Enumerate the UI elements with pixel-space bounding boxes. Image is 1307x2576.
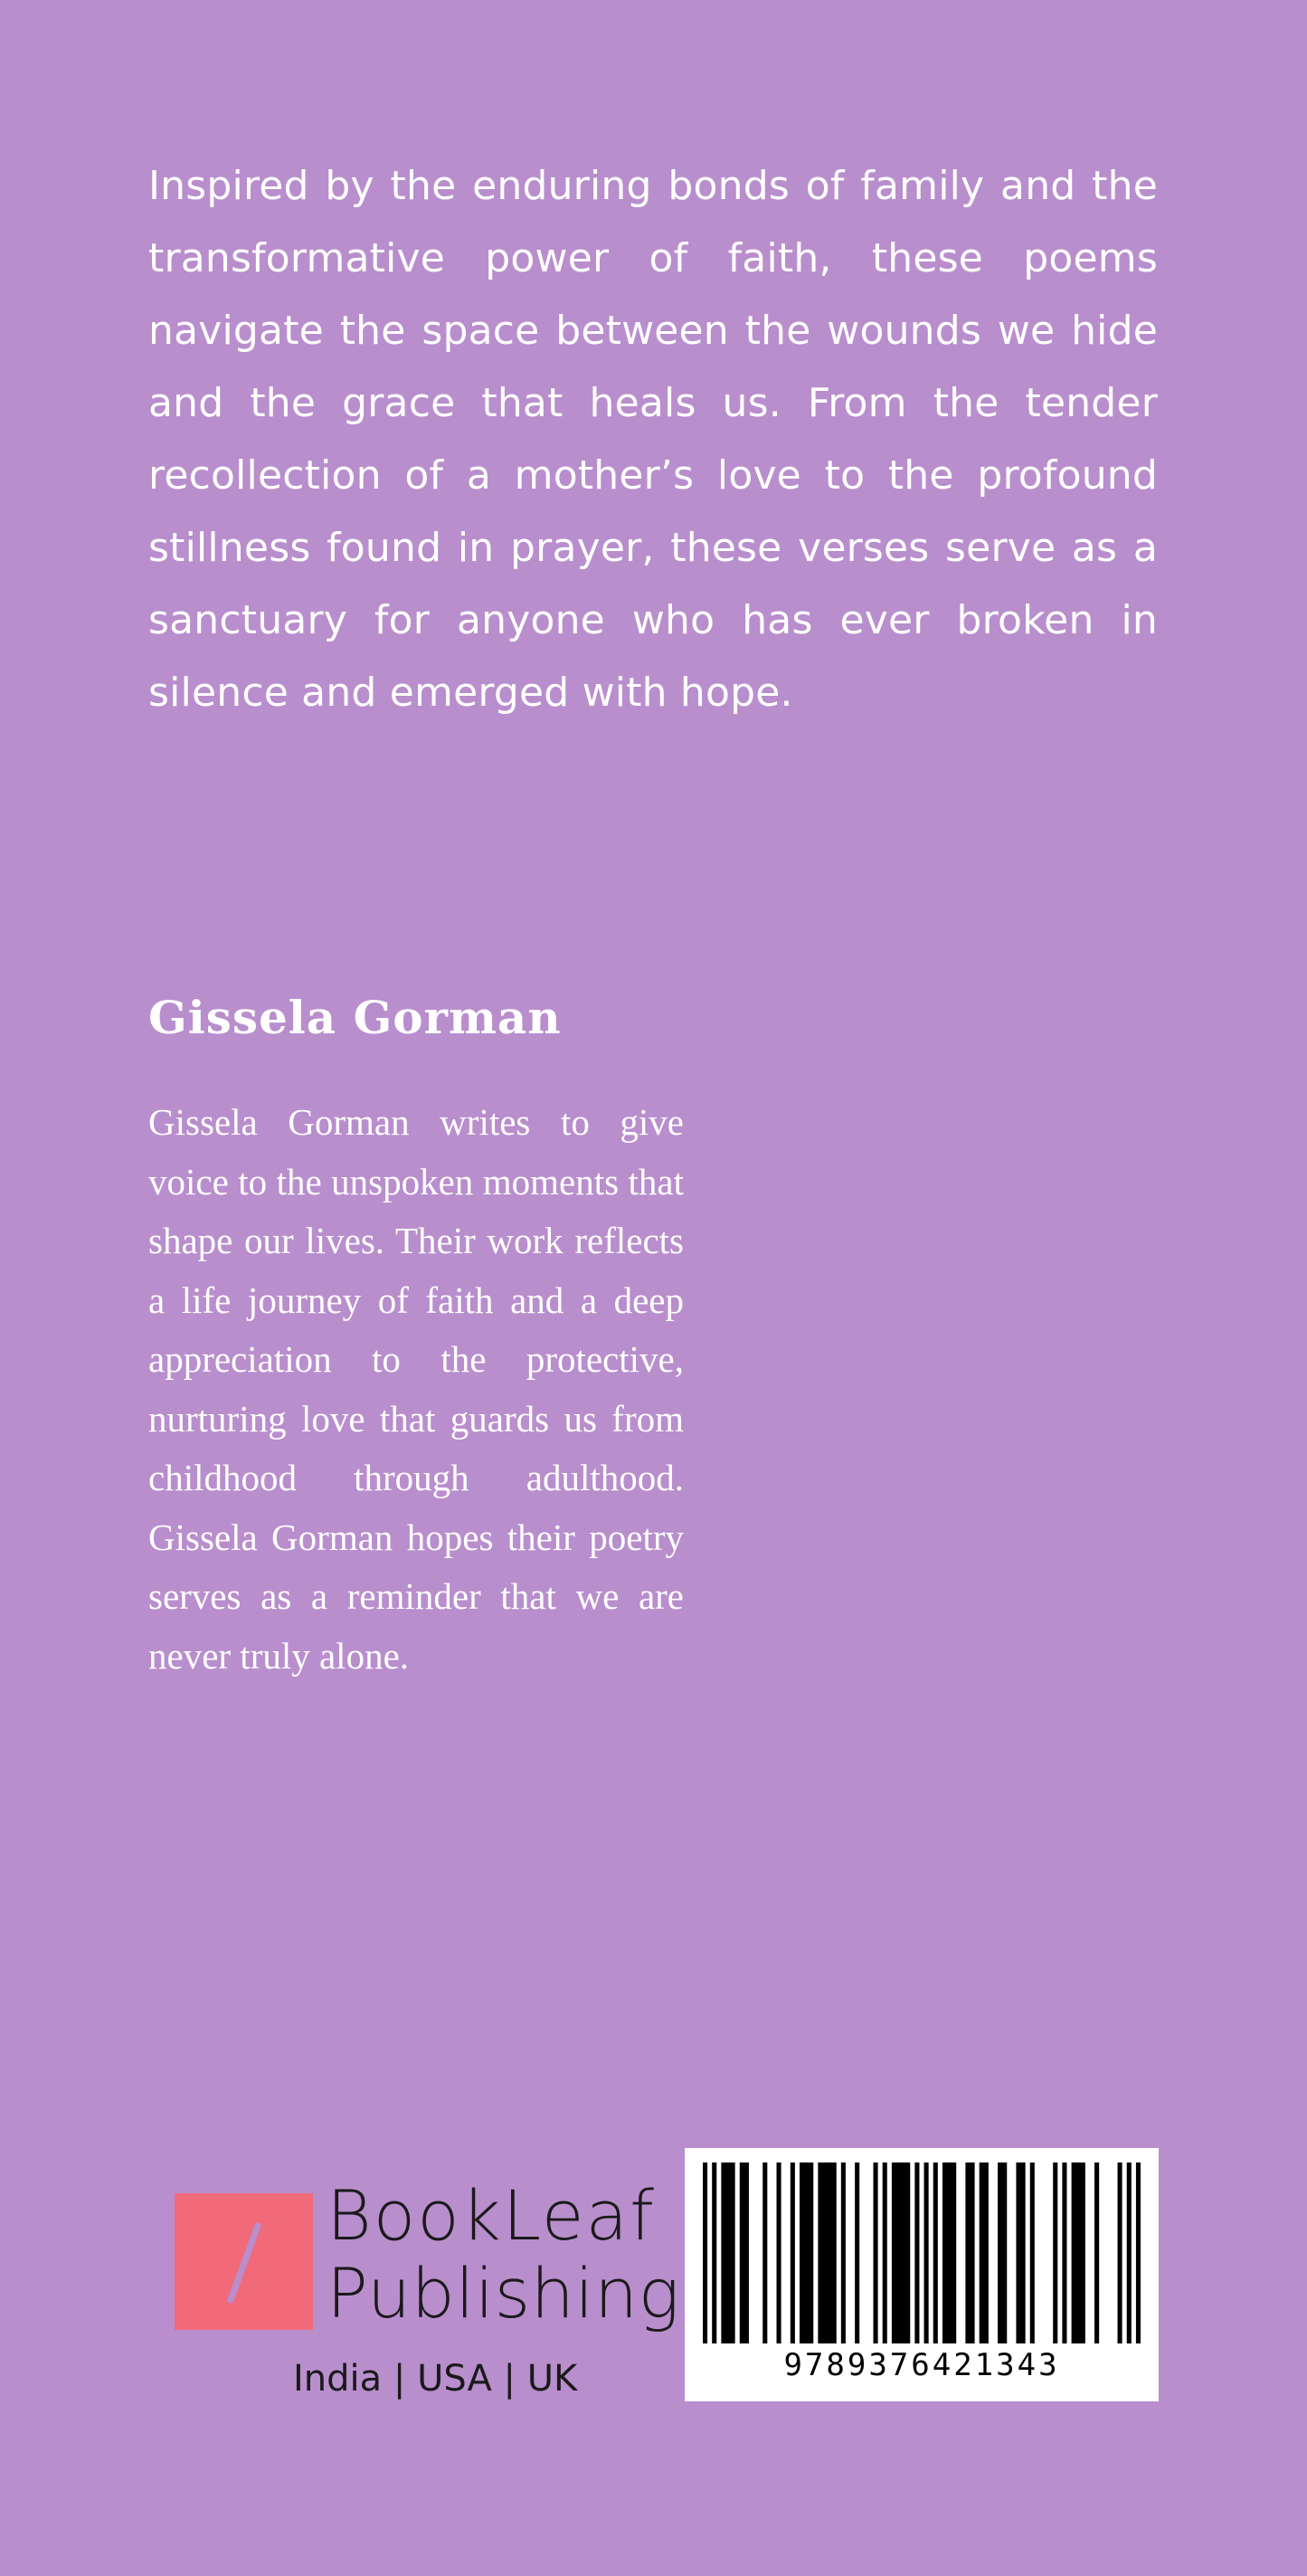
publisher-logo	[175, 2175, 680, 2419]
barcode-bar	[712, 2163, 716, 2343]
barcode-bar	[914, 2163, 919, 2343]
barcode-bar	[841, 2163, 846, 2343]
publisher-name-line1: BookLeaf	[327, 2175, 656, 2256]
isbn-number: 9789376421343	[783, 2347, 1060, 2383]
barcode-bar	[1030, 2163, 1035, 2343]
isbn-barcode	[685, 2148, 1159, 2401]
barcode-bar	[740, 2163, 749, 2343]
publisher-regions: India | USA | UK	[293, 2358, 578, 2400]
barcode-bar	[1062, 2163, 1066, 2343]
barcode-bar	[721, 2163, 734, 2343]
barcode-bar	[942, 2163, 956, 2343]
barcode-bar	[703, 2163, 707, 2343]
barcode-bar	[998, 2163, 1007, 2343]
barcode-bar	[924, 2163, 929, 2343]
barcode-bar	[1016, 2163, 1025, 2343]
barcode-bar	[1118, 2163, 1122, 2343]
barcode-bar	[933, 2163, 938, 2343]
barcode-bar	[800, 2163, 813, 2343]
bookleaf-slash-logo-icon	[175, 2193, 313, 2330]
barcode-bar	[1094, 2163, 1099, 2343]
barcode-bar	[762, 2163, 767, 2343]
barcode-icon	[703, 2163, 1141, 2343]
barcode-bar	[777, 2163, 781, 2343]
barcode-bar	[892, 2163, 910, 2343]
author-name: Gissela Gorman	[148, 991, 562, 1044]
barcode-bar	[1136, 2163, 1141, 2343]
barcode-bar	[874, 2163, 878, 2343]
barcode-bar	[883, 2163, 887, 2343]
barcode-bar	[965, 2163, 974, 2343]
barcode-bar	[818, 2163, 836, 2343]
author-bio: Gissela Gorman writes to give voice to the unspoken moments that shape our lives. Their work reflects a life journey of faith and a deep appreciation to the protective, nurturing love that guards us from childhood through adulthood. Gissela Gorman hopes their poetry serves as a reminder that we are never truly alone.	[148, 1101, 684, 1677]
barcode-bar	[1072, 2163, 1085, 2343]
book-blurb: Inspired by the enduring bonds of family and the transformative power of faith, these poems navigate the space between the wounds we hide and the grace that heals us. From the tender recollection of a mother’s love to the profound stillness found in prayer, these verses serve as a sanctuary for anyone who has ever broken in silence and emerged with hope.	[148, 163, 1158, 716]
barcode-bar	[980, 2163, 989, 2343]
publisher-name-line2: Publishing	[327, 2253, 680, 2334]
barcode-bar	[1053, 2163, 1057, 2343]
barcode-bar	[855, 2163, 859, 2343]
barcode-bar	[1127, 2163, 1132, 2343]
barcode-bar	[791, 2163, 795, 2343]
